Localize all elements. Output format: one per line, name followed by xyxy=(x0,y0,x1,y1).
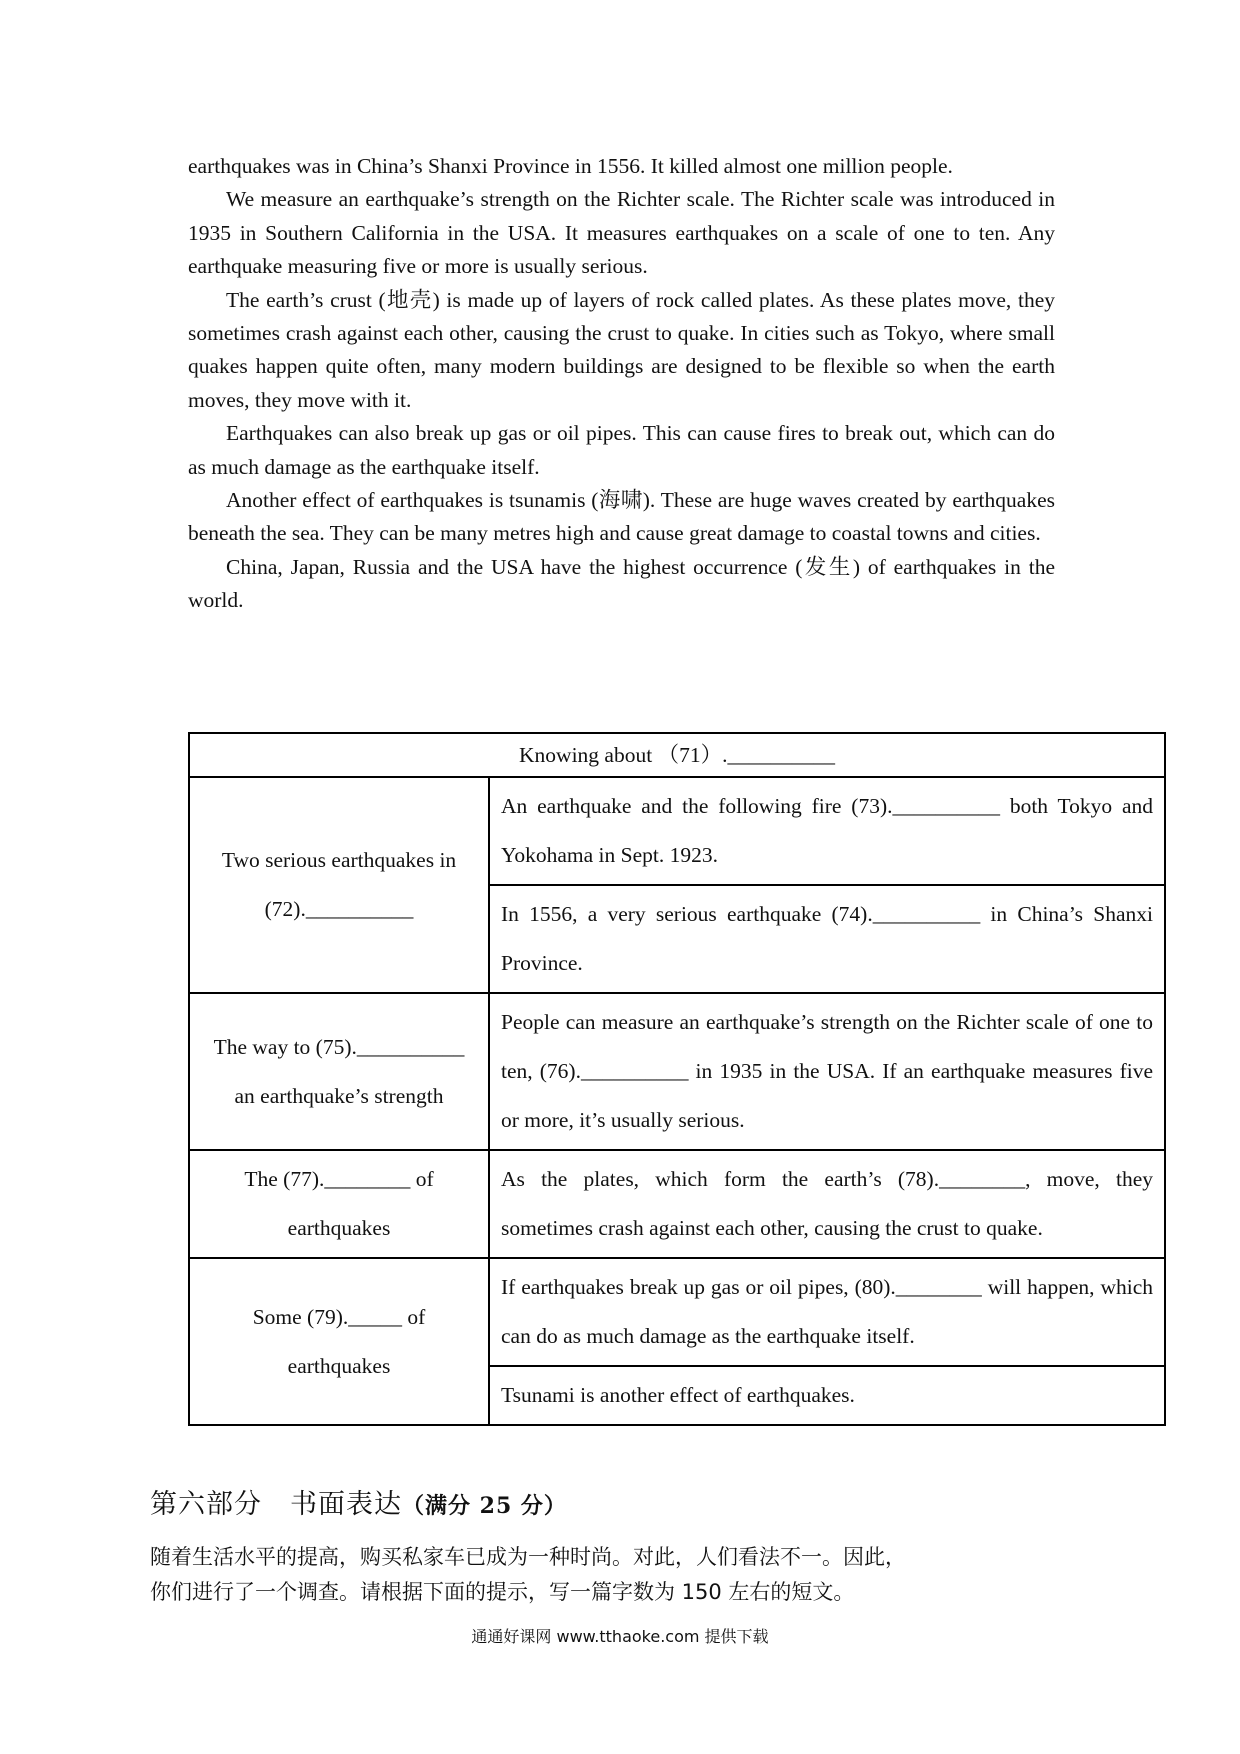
instruction-line: 随着生活水平的提高，购买私家车已成为一种时尚。对此，人们看法不一。因此， xyxy=(150,1545,906,1569)
passage-paragraph: China, Japan, Russia and the USA have the highest occurrence (发生) of earthquakes in the world. xyxy=(188,554,1055,613)
writing-instructions xyxy=(150,1540,1050,1610)
instruction-line: 你们进行了一个调查。请根据下面的提示，写一篇字数为 150 左右的短文。 xyxy=(150,1580,855,1604)
table-cell: Tsunami is another effect of earthquakes. xyxy=(489,1366,1165,1425)
section-score: （满分 25 分） xyxy=(402,1493,567,1519)
section-title xyxy=(150,1482,567,1521)
table-row-label: Two serious earthquakes in (72).__________ xyxy=(189,777,489,993)
passage-paragraph: earthquakes was in China’s Shanxi Province in 1556. It killed almost one million people. xyxy=(188,154,953,178)
table-row xyxy=(189,993,1165,1150)
table-cell: In 1556, a very serious earthquake (74).__________ in China’s Shanxi Province. xyxy=(489,885,1165,993)
passage-paragraph: Another effect of earthquakes is tsunamis (海啸). These are huge waves created by earthquakes beneath the sea. They can be many metres high and cause great damage to coastal towns and cities. xyxy=(188,488,1055,546)
passage-paragraph: The earth’s crust (地壳) is made up of layers of rock called plates. As these plates move, they sometimes crash against each other, causing the crust to quake. In cities such as Tokyo, where small quakes happen quite often, many modern buildings are designed to be flexible so when the earth moves, they move with it. xyxy=(188,287,1055,412)
table-cell: People can measure an earthquake’s strength on the Richter scale of one to ten, (76).__________ in 1935 in the USA. If an earthquake measures five or more, it’s usually serious. xyxy=(489,993,1165,1150)
section-title-text: 第六部分 书面表达 xyxy=(150,1489,402,1520)
summary-table xyxy=(188,732,1166,1426)
table-cell: As the plates, which form the earth’s (78).________, move, they sometimes crash against each other, causing the crust to quake. xyxy=(489,1150,1165,1258)
table-row xyxy=(189,1150,1165,1258)
table-row-label: Some (79)._____ of earthquakes xyxy=(189,1258,489,1425)
passage-paragraph: Earthquakes can also break up gas or oil pipes. This can cause fires to break out, which can do as much damage as the earthquake itself. xyxy=(188,421,1055,479)
table-row-label: The way to (75).__________ an earthquake’s strength xyxy=(189,993,489,1150)
table-row xyxy=(189,1258,1165,1366)
table-cell: If earthquakes break up gas or oil pipes, (80).________ will happen, which can do as much damage as the earthquake itself. xyxy=(489,1258,1165,1366)
passage-paragraph: We measure an earthquake’s strength on the Richter scale. The Richter scale was introduced in 1935 in Southern California in the USA. It measures earthquakes on a scale of one to ten. Any earthquake measuring five or more is usually serious. xyxy=(188,187,1055,279)
table-header-row xyxy=(189,733,1165,777)
section-heading xyxy=(150,1482,567,1521)
reading-passage xyxy=(188,150,1055,618)
table-header: Knowing about （71）.__________ xyxy=(189,733,1165,777)
table-cell: An earthquake and the following fire (73).__________ both Tokyo and Yokohama in Sept. 1923. xyxy=(489,777,1165,885)
page-footer: 通通好课网 www.tthaoke.com 提供下载 xyxy=(471,1627,769,1646)
table-row-label: The (77).________ of earthquakes xyxy=(189,1150,489,1258)
table-row xyxy=(189,777,1165,885)
